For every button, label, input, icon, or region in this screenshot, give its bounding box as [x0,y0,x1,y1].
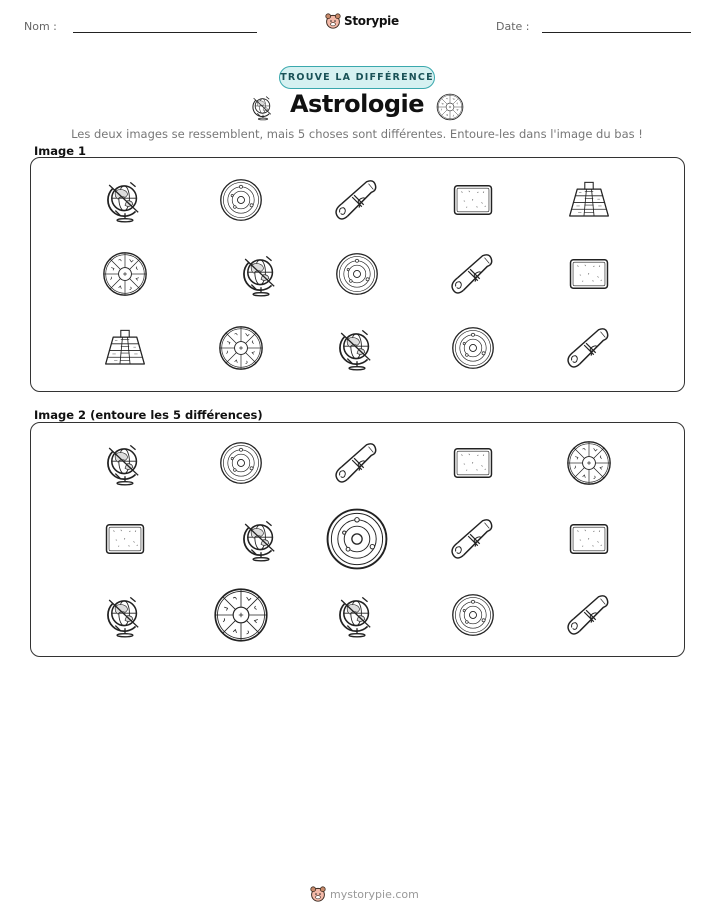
planetary-rings-cell[interactable] [191,431,291,495]
globe-icon [239,249,283,299]
image2-label: Image 2 (entoure les 5 différences) [34,408,263,422]
globe-cell[interactable] [307,583,407,647]
zodiac-wheel-cell [75,242,175,306]
globe-icon [103,590,147,640]
globe-cell[interactable] [211,507,311,571]
scroll-icon [449,515,497,563]
scroll-cell[interactable] [423,507,523,571]
pyramid-cell [75,316,175,380]
scroll-cell[interactable] [539,583,639,647]
zodiac-wheel-cell[interactable] [191,583,291,647]
activity-badge: TROUVE LA DIFFÉRENCE [279,66,435,89]
globe-cell[interactable] [75,583,175,647]
pyramid-icon [99,327,151,369]
planetary-rings-icon [219,441,263,485]
image2-panel[interactable] [30,422,685,657]
zodiac-wheel-icon [102,251,148,297]
planetary-rings-icon [219,178,263,222]
globe-icon [239,514,283,564]
date-label: Date : [496,20,530,33]
globe-cell[interactable] [75,431,175,495]
planetary-rings-icon [451,593,495,637]
planetary-rings-icon [325,507,389,571]
brand-name: Storypie [344,14,399,28]
scroll-cell [539,316,639,380]
name-label: Nom : [24,20,57,33]
scroll-icon [333,176,381,224]
scroll-icon [449,250,497,298]
date-field-line[interactable] [542,32,691,33]
scroll-icon [565,591,613,639]
zodiac-wheel-cell[interactable] [539,431,639,495]
bear-logo-icon [325,13,341,29]
stone-tablet-cell[interactable] [539,507,639,571]
zodiac-wheel-icon [566,440,612,486]
footer-site: mystorypie.com [330,887,419,901]
globe-cell [75,168,175,232]
scroll-icon [565,324,613,372]
globe-icon [335,323,379,373]
image1-panel [30,157,685,392]
zodiac-wheel-icon [436,93,464,121]
footer [310,886,419,902]
stone-tablet-cell [539,242,639,306]
scroll-cell [423,242,523,306]
stone-tablet-icon [565,253,613,295]
instructions: Les deux images se ressemblent, mais 5 choses sont différentes. Entoure-les dans l'image du bas ! [71,127,643,141]
planetary-rings-cell [423,316,523,380]
globe-cell [211,242,311,306]
storypie-logo [325,13,399,29]
image1-label: Image 1 [34,144,87,158]
bear-logo-icon [310,886,326,902]
stone-tablet-cell [423,168,523,232]
stone-tablet-icon [565,518,613,560]
stone-tablet-cell[interactable] [75,507,175,571]
scroll-icon [333,439,381,487]
stone-tablet-icon [449,179,497,221]
pyramid-icon [563,179,615,221]
planetary-rings-icon [451,326,495,370]
scroll-cell [307,168,407,232]
zodiac-wheel-cell [191,316,291,380]
globe-icon [103,175,147,225]
stone-tablet-icon [449,442,497,484]
page-title: Astrologie [289,90,425,118]
planetary-rings-icon [335,252,379,296]
pyramid-cell [539,168,639,232]
name-field-line[interactable] [73,32,257,33]
scroll-cell[interactable] [307,431,407,495]
planetary-rings-cell[interactable] [423,583,523,647]
planetary-rings-cell[interactable] [307,507,407,571]
zodiac-wheel-icon [213,587,269,643]
globe-cell [307,316,407,380]
planetary-rings-cell [307,242,407,306]
globe-icon [103,438,147,488]
globe-icon [335,590,379,640]
zodiac-wheel-icon [218,325,264,371]
planetary-rings-cell [191,168,291,232]
stone-tablet-icon [101,518,149,560]
stone-tablet-cell[interactable] [423,431,523,495]
